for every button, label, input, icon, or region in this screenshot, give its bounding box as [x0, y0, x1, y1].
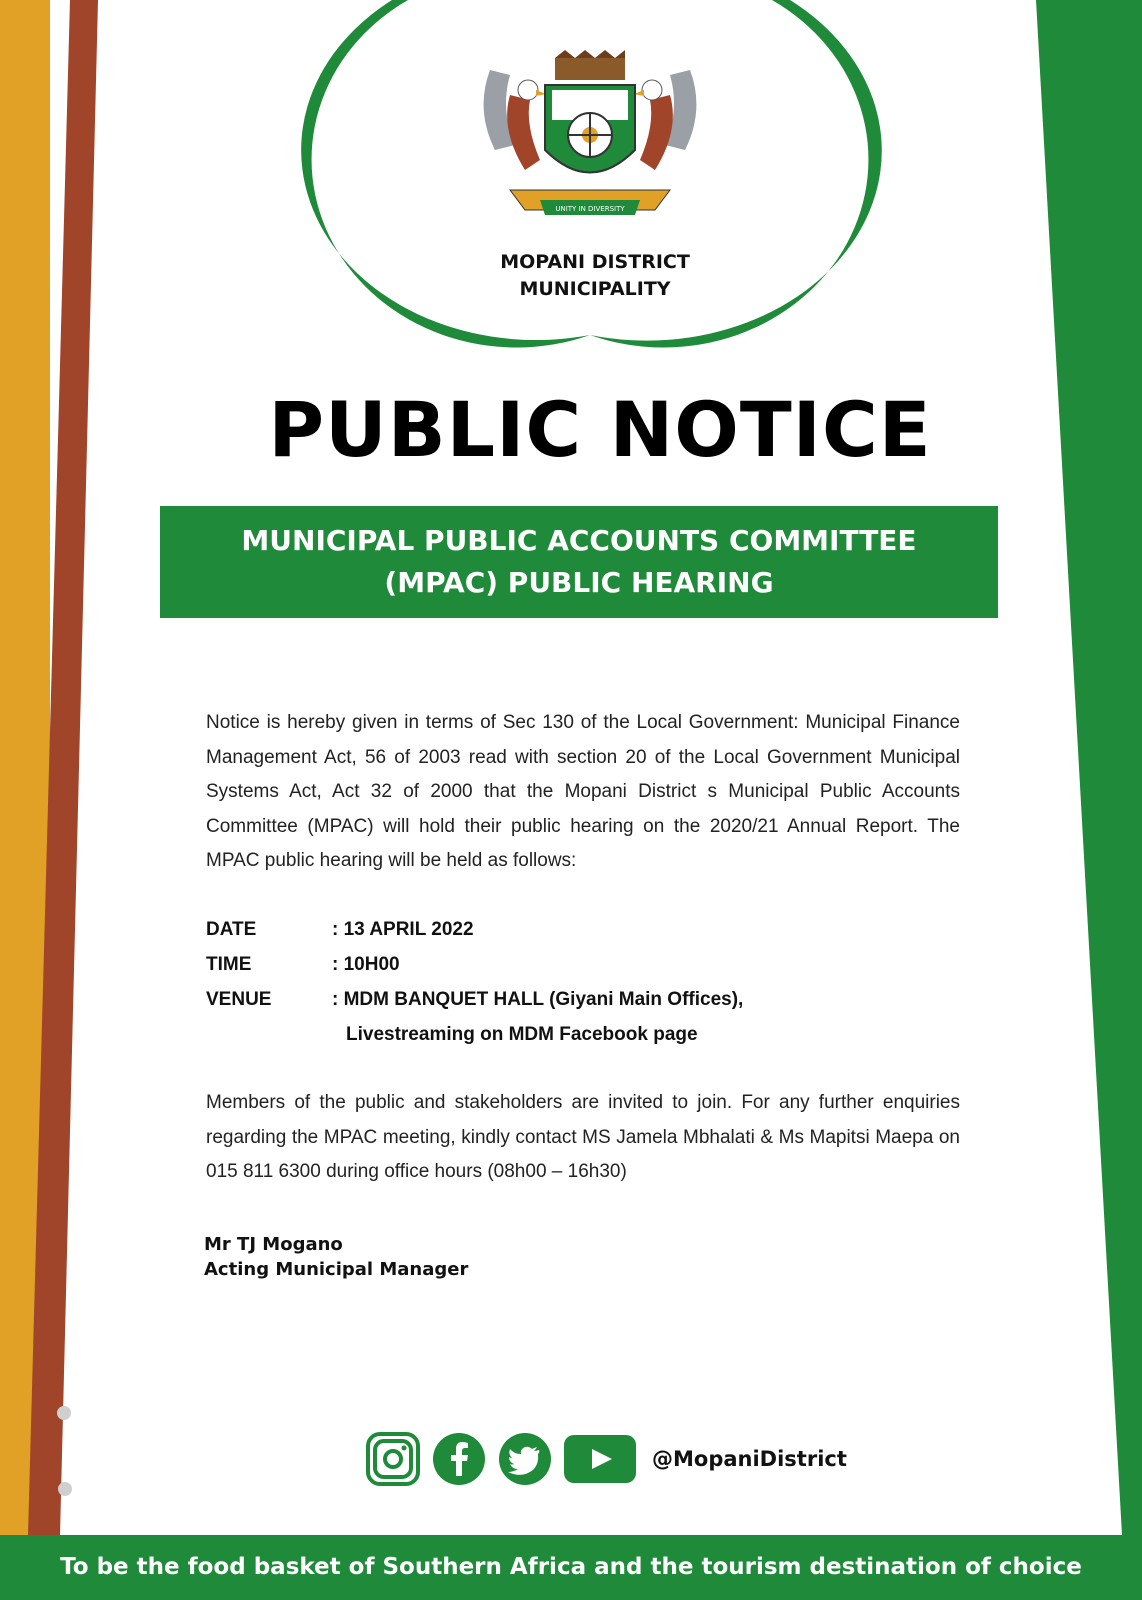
- youtube-icon[interactable]: [564, 1435, 636, 1483]
- facebook-icon[interactable]: [432, 1432, 486, 1486]
- venue-continuation: Livestreaming on MDM Facebook page: [346, 1024, 698, 1045]
- signatory-name: Mr TJ Mogano: [204, 1234, 343, 1255]
- signatory-role: Acting Municipal Manager: [204, 1259, 469, 1280]
- intro-paragraph: Notice is hereby given in terms of Sec 130 of the Local Government: Municipal Finance Management Act, 56 of 2003 read with section 20 of the Local Government Municipal Systems Act, Act 32 of 2000 that the Mopani District s Municipal Public Accounts Committee (MPAC) will hold their public hearing on the 2020/21 Annual Report. The MPAC public hearing will be held as follows:: [206, 712, 960, 871]
- footer-tagline: To be the food basket of Southern Africa and the tourism destination of choice: [0, 1535, 1142, 1600]
- page-title: PUBLIC NOTICE: [268, 385, 932, 474]
- venue-row: [206, 982, 966, 1017]
- venue-label: VENUE: [206, 989, 272, 1010]
- venue-value: : MDM BANQUET HALL (Giyani Main Offices),: [332, 989, 744, 1010]
- twitter-icon[interactable]: [498, 1432, 552, 1486]
- instagram-icon[interactable]: [366, 1432, 420, 1486]
- date-value: : 13 APRIL 2022: [332, 919, 474, 940]
- banner-line2: (MPAC) PUBLIC HEARING: [384, 566, 774, 599]
- social-media-bar: [366, 1432, 847, 1486]
- banner-line1: MUNICIPAL PUBLIC ACCOUNTS COMMITTEE: [241, 524, 917, 557]
- org-name: [440, 249, 750, 303]
- crest-motto: UNITY IN DIVERSITY: [555, 205, 625, 213]
- hearing-details: [206, 912, 966, 1052]
- time-row: [206, 947, 966, 982]
- green-right-stripe: [1036, 0, 1142, 1535]
- signature-block: [204, 1232, 468, 1282]
- enquiry-paragraph: Members of the public and stakeholders are invited to join. For any further enquiries regarding the MPAC meeting, kindly contact MS Jamela Mbhalati & Ms Mapitsi Maepa on 015 811 6300 during office hours (08h00 – 16h30): [206, 1092, 960, 1182]
- crest-crown: [555, 58, 625, 80]
- left-eagle: [484, 70, 546, 170]
- decorative-dot: [57, 1406, 71, 1420]
- municipal-crest-logo: [470, 50, 710, 230]
- hearing-banner: [160, 506, 998, 618]
- org-name-line2: MUNICIPALITY: [519, 278, 671, 300]
- decorative-dot: [58, 1482, 72, 1496]
- time-value: : 10H00: [332, 954, 400, 975]
- right-eagle: [634, 70, 696, 170]
- org-name-line1: MOPANI DISTRICT: [500, 251, 690, 273]
- date-label: DATE: [206, 919, 257, 940]
- time-label: TIME: [206, 954, 252, 975]
- date-row: [206, 912, 966, 947]
- social-handle[interactable]: @MopaniDistrict: [652, 1447, 847, 1471]
